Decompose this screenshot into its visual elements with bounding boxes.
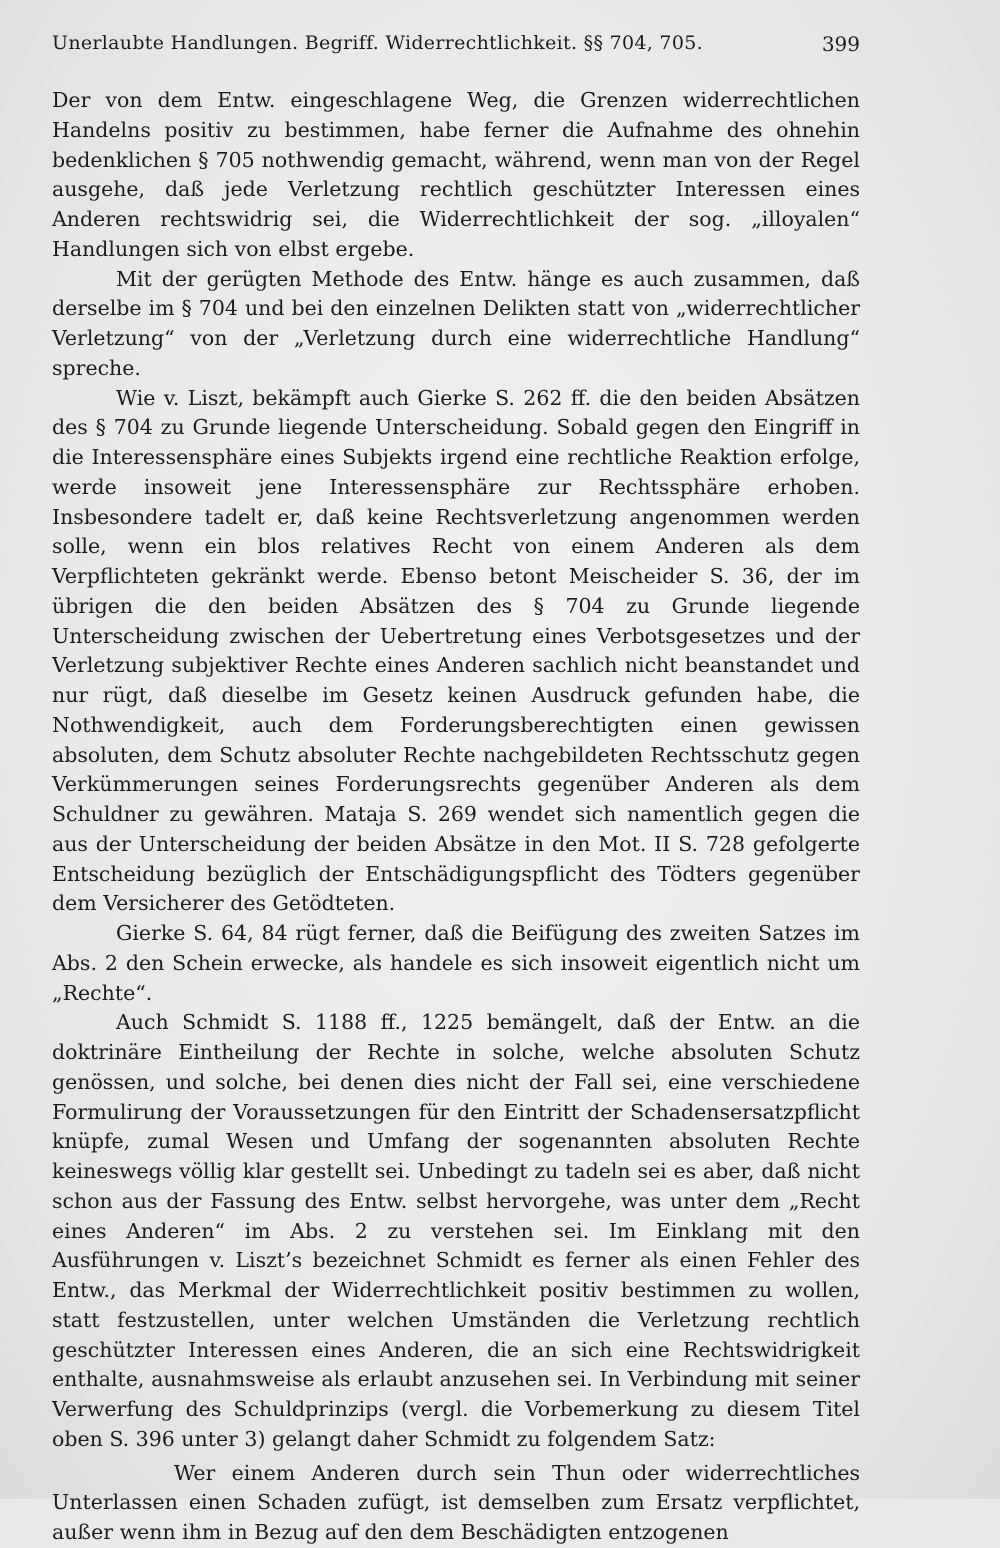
running-header [52, 32, 860, 62]
paragraph-1: Der von dem Entw. eingeschlagene Weg, die Grenzen widerrechtlichen Handelns positiv zu bestimmen, habe ferner die Aufnahme des ohnehin bedenklichen § 705 nothwendig gemacht, während, wenn man von der Regel ausgehe, daß jede Verletzung rechtlich geschützter Interessen eines Anderen rechtswidrig sei, die Widerrechtlichkeit der sog. „illoyalen“ Handlungen sich von elbst ergebe. [52, 88, 860, 261]
paragraph-5: Auch Schmidt S. 1188 ff., 1225 bemängelt, daß der Entw. an die doktrinäre Eintheilung der Rechte in solche, welche absoluten Schutz genössen, und solche, bei denen dies nicht der Fall sei, eine verschiedene Formulirung der Voraussetzungen für den Eintritt der Schadensersatzpflicht knüpfe, zumal Wesen und Umfang der sogenannten absoluten Rechte keineswegs völlig klar gestellt sei. Unbedingt zu tadeln sei es aber, daß nicht schon aus der Fassung des Entw. selbst hervorgehe, was unter dem „Recht eines Anderen“ im Abs. 2 zu verstehen sei. Im Einklang mit den Ausführungen v. Liszt’s bezeichnet Schmidt es ferner als einen Fehler des Entw., das Merkmal der Widerrechtlichkeit positiv bestimmen zu wollen, statt festzustellen, unter welchen Umständen die Verletzung rechtlich geschützter Interessen eines Anderen, die an sich eine Rechtswidrigkeit enthalte, ausnahmsweise als erlaubt anzusehen sei. In Verbindung mit seiner Verwerfung des Schuldprinzips (vergl. die Vorbemerkung zu diesem Titel oben S. 396 unter 3) gelangt daher Schmidt zu folgendem Satz: [52, 1010, 860, 1451]
paragraph-2: Mit der gerügten Methode des Entw. hänge es auch zusammen, daß derselbe im § 704 und bei den einzelnen Delikten statt von „widerrechtlicher Verletzung“ von der „Verletzung durch eine widerrechtliche Handlung“ spreche. [52, 266, 860, 380]
quoted-statute: Wer einem Anderen durch sein Thun oder widerrechtliches Unterlassen einen Schaden zufügt, ist demselben zum Ersatz verpflichtet, außer wenn ihm in Bezug auf den dem Beschädigten entzogenen [52, 1460, 860, 1544]
paragraph-4: Gierke S. 64, 84 rügt ferner, daß die Beifügung des zweiten Satzes im Abs. 2 den Schein erwecke, als handele es sich insoweit eigentlich nicht um „Rechte“. [52, 921, 860, 1005]
paragraph-3: Wie v. Liszt, bekämpft auch Gierke S. 262 ff. die den beiden Absätzen des § 704 zu Grunde liegende Unterscheidung. Sobald gegen den Eingriff in die Interessensphäre eines Subjekts irgend eine rechtliche Reaktion erfolge, werde insoweit jene Interessensphäre zur Rechtssphäre erhoben. Insbesondere tadelt er, daß keine Rechtsverletzung angenommen werden solle, wenn ein blos relatives Recht von einem Anderen als dem Verpflichteten gekränkt werde. Ebenso betont Meischeider S. 36, der im übrigen die den beiden Absätzen des § 704 zu Grunde liegende Unterscheidung zwischen der Uebertretung eines Verbotsgesetzes und der Verletzung subjektiver Rechte eines Anderen sachlich nicht beanstandet und nur rügt, daß dieselbe im Gesetz keinen Ausdruck gefunden habe, die Nothwendigkeit, auch dem Forderungsberechtigten einen gewissen absoluten, dem Schutz absoluter Rechte nachgebildeten Rechtsschutz gegen Verkümmerungen seines Forderungsrechts gegenüber Anderen als dem Schuldner zu gewähren. Mataja S. 269 wendet sich namentlich gegen die aus der Unterscheidung der beiden Absätze in den Mot. II S. 728 gefolgerte Entscheidung bezüglich der Entschädigungspflicht des Tödters gegenüber dem Versicherer des Getödteten. [52, 385, 860, 916]
body-text [52, 86, 860, 1548]
page-number: 399 [821, 32, 860, 56]
running-title: Unerlaubte Handlungen. Begriff. Widerrechtlichkeit. §§ 704, 705. [52, 32, 703, 54]
